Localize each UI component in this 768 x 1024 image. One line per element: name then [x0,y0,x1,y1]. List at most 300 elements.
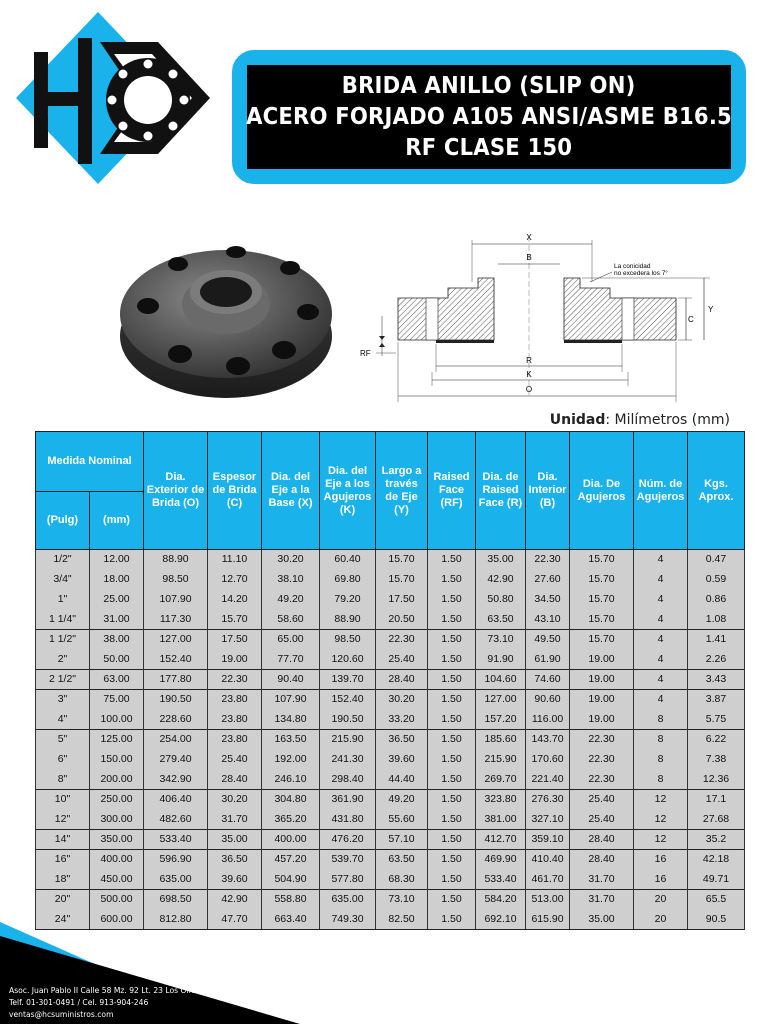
cell-dia-exterior: 88.90 [144,550,208,570]
cell-dia-raised-face: 157.20 [476,710,526,730]
cell-espesor: 23.80 [208,710,262,730]
cell-pulg: 1/2" [36,550,90,570]
cell-dia-agujeros: 15.70 [570,550,634,570]
cell-raised-face: 1.50 [428,570,476,590]
title-banner [232,50,746,184]
cell-mm: 25.00 [90,590,144,610]
header-mm: (mm) [90,492,144,550]
cell-espesor: 15.70 [208,610,262,630]
cell-dia-eje-agujeros: 79.20 [320,590,376,610]
cell-dia-interior: 410.40 [526,850,570,870]
cell-dia-eje-base: 58.60 [262,610,320,630]
cell-num-agujeros: 4 [634,690,688,710]
cell-largo-eje: 55.60 [376,810,428,830]
cell-dia-eje-agujeros: 431.80 [320,810,376,830]
header-pulg: (Pulg) [36,492,90,550]
cell-dia-interior: 276.30 [526,790,570,810]
cell-dia-raised-face: 584.20 [476,890,526,910]
dim-label-y: Y [708,305,714,314]
cell-raised-face: 1.50 [428,830,476,850]
cell-pulg: 6" [36,750,90,770]
cell-dia-exterior: 279.40 [144,750,208,770]
cell-mm: 125.00 [90,730,144,750]
cell-dia-interior: 22.30 [526,550,570,570]
cell-dia-eje-base: 30.20 [262,550,320,570]
cell-pulg: 8" [36,770,90,790]
table-row [36,630,745,650]
header-kgs: Kgs. Aprox. [688,432,745,550]
cell-kgs: 3.43 [688,670,745,690]
cell-dia-interior: 90.60 [526,690,570,710]
cell-num-agujeros: 12 [634,810,688,830]
cell-raised-face: 1.50 [428,870,476,890]
cell-dia-agujeros: 15.70 [570,610,634,630]
cell-dia-exterior: 254.00 [144,730,208,750]
cell-dia-agujeros: 22.30 [570,730,634,750]
cell-kgs: 3.87 [688,690,745,710]
cell-dia-eje-base: 400.00 [262,830,320,850]
cell-raised-face: 1.50 [428,790,476,810]
cell-dia-interior: 74.60 [526,670,570,690]
cell-mm: 63.00 [90,670,144,690]
cell-dia-raised-face: 412.70 [476,830,526,850]
cell-dia-agujeros: 15.70 [570,630,634,650]
cell-dia-eje-base: 65.00 [262,630,320,650]
dim-label-r: R [526,356,532,365]
footer-email: ventas@hcsuministros.com [9,1010,114,1019]
cell-pulg: 1" [36,590,90,610]
cell-mm: 450.00 [90,870,144,890]
table-row [36,550,745,570]
cell-raised-face: 1.50 [428,630,476,650]
table-row [36,870,745,890]
cell-espesor: 23.80 [208,730,262,750]
dim-label-rf: RF [360,349,371,358]
cell-mm: 600.00 [90,910,144,930]
cell-pulg: 2 1/2" [36,670,90,690]
cell-dia-eje-agujeros: 215.90 [320,730,376,750]
cell-pulg: 1 1/2" [36,630,90,650]
cell-dia-eje-base: 192.00 [262,750,320,770]
cell-dia-eje-agujeros: 120.60 [320,650,376,670]
cell-mm: 350.00 [90,830,144,850]
cell-espesor: 12.70 [208,570,262,590]
cell-dia-exterior: 228.60 [144,710,208,730]
cell-dia-eje-agujeros: 60.40 [320,550,376,570]
cell-mm: 300.00 [90,810,144,830]
cell-mm: 12.00 [90,550,144,570]
cell-mm: 38.00 [90,630,144,650]
company-logo [10,8,220,190]
cell-espesor: 14.20 [208,590,262,610]
cell-largo-eje: 15.70 [376,550,428,570]
cell-largo-eje: 63.50 [376,850,428,870]
cell-espesor: 11.10 [208,550,262,570]
cell-num-agujeros: 4 [634,650,688,670]
cell-pulg: 5" [36,730,90,750]
cell-num-agujeros: 4 [634,590,688,610]
cell-dia-agujeros: 25.40 [570,790,634,810]
cell-dia-raised-face: 323.80 [476,790,526,810]
cell-dia-eje-base: 246.10 [262,770,320,790]
cell-dia-eje-base: 504.90 [262,870,320,890]
cell-num-agujeros: 4 [634,670,688,690]
cell-kgs: 0.59 [688,570,745,590]
cell-num-agujeros: 4 [634,550,688,570]
cell-largo-eje: 33.20 [376,710,428,730]
cell-largo-eje: 57.10 [376,830,428,850]
cell-espesor: 30.20 [208,790,262,810]
cell-dia-raised-face: 104.60 [476,670,526,690]
cell-raised-face: 1.50 [428,710,476,730]
cell-dia-interior: 461.70 [526,870,570,890]
table-row [36,690,745,710]
cell-dia-exterior: 152.40 [144,650,208,670]
cell-mm: 200.00 [90,770,144,790]
cell-mm: 250.00 [90,790,144,810]
cell-dia-exterior: 812.80 [144,910,208,930]
cell-dia-eje-base: 107.90 [262,690,320,710]
cell-kgs: 6.22 [688,730,745,750]
cell-num-agujeros: 8 [634,730,688,750]
cell-espesor: 17.50 [208,630,262,650]
cell-espesor: 19.00 [208,650,262,670]
cell-dia-eje-agujeros: 152.40 [320,690,376,710]
cell-raised-face: 1.50 [428,690,476,710]
footer-phone: Telf. 01-301-0491 / Cel. 913-904-246 [9,998,149,1007]
cell-num-agujeros: 16 [634,870,688,890]
title-line-1: BRIDA ANILLO (SLIP ON) [342,72,636,99]
cell-dia-agujeros: 28.40 [570,830,634,850]
cell-espesor: 31.70 [208,810,262,830]
cell-largo-eje: 73.10 [376,890,428,910]
cell-dia-eje-agujeros: 361.90 [320,790,376,810]
table-row [36,570,745,590]
cell-mm: 150.00 [90,750,144,770]
cell-dia-raised-face: 381.00 [476,810,526,830]
cell-largo-eje: 22.30 [376,630,428,650]
cell-dia-interior: 170.60 [526,750,570,770]
cell-dia-eje-base: 663.40 [262,910,320,930]
cell-num-agujeros: 8 [634,770,688,790]
cell-mm: 400.00 [90,850,144,870]
cell-dia-exterior: 635.00 [144,870,208,890]
cell-kgs: 2.26 [688,650,745,670]
cell-dia-raised-face: 50.80 [476,590,526,610]
cell-pulg: 3/4" [36,570,90,590]
cell-dia-agujeros: 31.70 [570,870,634,890]
cell-pulg: 12" [36,810,90,830]
cell-dia-exterior: 117.30 [144,610,208,630]
cell-dia-agujeros: 22.30 [570,770,634,790]
cell-raised-face: 1.50 [428,730,476,750]
cell-pulg: 18" [36,870,90,890]
cell-dia-exterior: 482.60 [144,810,208,830]
dim-label-k: K [526,370,532,379]
cell-dia-interior: 513.00 [526,890,570,910]
cell-largo-eje: 68.30 [376,870,428,890]
cell-kgs: 1.41 [688,630,745,650]
cell-dia-eje-agujeros: 476.20 [320,830,376,850]
footer-contact [9,985,204,1021]
cell-espesor: 22.30 [208,670,262,690]
flange-photo [108,232,348,412]
cell-dia-raised-face: 35.00 [476,550,526,570]
cell-raised-face: 1.50 [428,550,476,570]
cell-num-agujeros: 8 [634,750,688,770]
header-espesor: Espesor de Brida (C) [208,432,262,550]
cell-espesor: 36.50 [208,850,262,870]
cell-dia-raised-face: 91.90 [476,650,526,670]
header-num-agujeros: Núm. de Agujeros [634,432,688,550]
cell-kgs: 35.2 [688,830,745,850]
cell-largo-eje: 17.50 [376,590,428,610]
cell-dia-agujeros: 15.70 [570,590,634,610]
cell-dia-interior: 615.90 [526,910,570,930]
dim-label-b: B [526,253,532,262]
cell-dia-eje-base: 134.80 [262,710,320,730]
header-dia-raised-face: Dia. de Raised Face (R) [476,432,526,550]
cell-largo-eje: 25.40 [376,650,428,670]
table-body [36,550,745,930]
cell-pulg: 3" [36,690,90,710]
cell-dia-agujeros: 22.30 [570,750,634,770]
table-row [36,670,745,690]
cell-num-agujeros: 4 [634,630,688,650]
cell-dia-eje-base: 304.80 [262,790,320,810]
cell-kgs: 0.47 [688,550,745,570]
unit-label-key: Unidad [549,412,606,428]
cell-dia-eje-base: 90.40 [262,670,320,690]
cell-dia-eje-agujeros: 635.00 [320,890,376,910]
cell-raised-face: 1.50 [428,850,476,870]
cell-dia-eje-agujeros: 298.40 [320,770,376,790]
cell-dia-eje-agujeros: 539.70 [320,850,376,870]
cell-dia-exterior: 406.40 [144,790,208,810]
cell-dia-eje-base: 365.20 [262,810,320,830]
cell-num-agujeros: 4 [634,610,688,630]
cell-dia-exterior: 342.90 [144,770,208,790]
cell-largo-eje: 49.20 [376,790,428,810]
header-dia-exterior: Dia. Exterior de Brida (O) [144,432,208,550]
cell-dia-raised-face: 533.40 [476,870,526,890]
cell-dia-agujeros: 15.70 [570,570,634,590]
cell-dia-eje-agujeros: 241.30 [320,750,376,770]
cell-dia-eje-agujeros: 139.70 [320,670,376,690]
header-dia-eje-agujeros: Dia. del Eje a los Agujeros (K) [320,432,376,550]
cell-dia-agujeros: 35.00 [570,910,634,930]
taper-note-line-2: no excedera los 7° [614,270,668,277]
cell-raised-face: 1.50 [428,590,476,610]
cell-kgs: 90.5 [688,910,745,930]
cell-kgs: 7.38 [688,750,745,770]
cell-dia-exterior: 127.00 [144,630,208,650]
header-dia-eje-base: Dia. del Eje a la Base (X) [262,432,320,550]
cell-dia-eje-base: 457.20 [262,850,320,870]
cell-dia-eje-agujeros: 98.50 [320,630,376,650]
cell-dia-interior: 143.70 [526,730,570,750]
cell-raised-face: 1.50 [428,650,476,670]
cell-pulg: 20" [36,890,90,910]
cell-dia-agujeros: 19.00 [570,670,634,690]
cell-dia-exterior: 533.40 [144,830,208,850]
cell-pulg: 24" [36,910,90,930]
footer-address: Asoc. Juan Pablo II Calle 58 Mz. 92 Lt. 23 Los Olivos [9,986,204,995]
cell-dia-interior: 327.10 [526,810,570,830]
cell-kgs: 49.71 [688,870,745,890]
cell-pulg: 2" [36,650,90,670]
cell-pulg: 4" [36,710,90,730]
cell-raised-face: 1.50 [428,670,476,690]
cell-raised-face: 1.50 [428,610,476,630]
cell-dia-eje-base: 77.70 [262,650,320,670]
cell-dia-agujeros: 19.00 [570,650,634,670]
cell-kgs: 17.1 [688,790,745,810]
taper-note-line-1: La conicidad [614,263,651,270]
cell-num-agujeros: 20 [634,910,688,930]
cell-pulg: 16" [36,850,90,870]
cell-largo-eje: 15.70 [376,570,428,590]
cell-dia-interior: 359.10 [526,830,570,850]
cell-espesor: 28.40 [208,770,262,790]
flange-technical-drawing [352,222,732,412]
cell-dia-agujeros: 25.40 [570,810,634,830]
table-row [36,890,745,910]
cell-dia-eje-agujeros: 577.80 [320,870,376,890]
cell-largo-eje: 36.50 [376,730,428,750]
cell-dia-raised-face: 127.00 [476,690,526,710]
table-row [36,590,745,610]
cell-dia-agujeros: 19.00 [570,690,634,710]
cell-dia-interior: 116.00 [526,710,570,730]
cell-dia-exterior: 596.90 [144,850,208,870]
cell-num-agujeros: 16 [634,850,688,870]
cell-kgs: 1.08 [688,610,745,630]
cell-largo-eje: 20.50 [376,610,428,630]
cell-espesor: 23.80 [208,690,262,710]
cell-espesor: 25.40 [208,750,262,770]
cell-espesor: 35.00 [208,830,262,850]
cell-dia-agujeros: 31.70 [570,890,634,910]
cell-dia-eje-agujeros: 190.50 [320,710,376,730]
header-largo-eje: Largo a través de Eje (Y) [376,432,428,550]
cell-dia-exterior: 98.50 [144,570,208,590]
cell-dia-raised-face: 185.60 [476,730,526,750]
cell-dia-interior: 221.40 [526,770,570,790]
dim-label-c: C [688,315,694,324]
cell-pulg: 14" [36,830,90,850]
cell-mm: 100.00 [90,710,144,730]
cell-dia-interior: 49.50 [526,630,570,650]
cell-dia-exterior: 177.80 [144,670,208,690]
cell-dia-exterior: 190.50 [144,690,208,710]
unit-label-value: : Milímetros (mm) [605,412,730,428]
cell-num-agujeros: 4 [634,570,688,590]
cell-raised-face: 1.50 [428,910,476,930]
dim-label-x: X [526,233,532,242]
cell-largo-eje: 44.40 [376,770,428,790]
cell-dia-eje-agujeros: 88.90 [320,610,376,630]
cell-espesor: 39.60 [208,870,262,890]
cell-kgs: 42.18 [688,850,745,870]
cell-espesor: 47.70 [208,910,262,930]
cell-dia-interior: 27.60 [526,570,570,590]
table-row [36,710,745,730]
cell-raised-face: 1.50 [428,750,476,770]
table-row [36,650,745,670]
cell-mm: 18.00 [90,570,144,590]
cell-dia-eje-base: 558.80 [262,890,320,910]
cell-dia-raised-face: 42.90 [476,570,526,590]
table-row [36,730,745,750]
dim-label-o: O [525,385,533,394]
table-row [36,770,745,790]
cell-num-agujeros: 20 [634,890,688,910]
cell-dia-interior: 61.90 [526,650,570,670]
cell-dia-eje-base: 38.10 [262,570,320,590]
unit-label [550,412,730,428]
cell-dia-raised-face: 469.90 [476,850,526,870]
title-line-2: ACERO FORJADO A105 ANSI/ASME B16.5 [246,103,732,130]
cell-pulg: 10" [36,790,90,810]
cell-dia-exterior: 698.50 [144,890,208,910]
cell-num-agujeros: 12 [634,830,688,850]
header-medida-nominal: Medida Nominal [36,432,144,492]
table-row [36,810,745,830]
cell-raised-face: 1.50 [428,890,476,910]
cell-dia-raised-face: 269.70 [476,770,526,790]
cell-dia-interior: 34.50 [526,590,570,610]
cell-dia-raised-face: 63.50 [476,610,526,630]
header-raised-face: Raised Face (RF) [428,432,476,550]
table-row [36,790,745,810]
cell-dia-eje-agujeros: 749.30 [320,910,376,930]
dimensions-table [35,431,745,930]
table-row [36,750,745,770]
cell-dia-raised-face: 215.90 [476,750,526,770]
cell-dia-exterior: 107.90 [144,590,208,610]
header-dia-agujeros: Dia. De Agujeros [570,432,634,550]
cell-kgs: 5.75 [688,710,745,730]
cell-dia-raised-face: 692.10 [476,910,526,930]
cell-pulg: 1 1/4" [36,610,90,630]
cell-largo-eje: 39.60 [376,750,428,770]
cell-dia-eje-base: 163.50 [262,730,320,750]
cell-kgs: 27.68 [688,810,745,830]
cell-num-agujeros: 8 [634,710,688,730]
cell-kgs: 12.36 [688,770,745,790]
header-dia-interior: Dia. Interior (B) [526,432,570,550]
cell-kgs: 65.5 [688,890,745,910]
cell-num-agujeros: 12 [634,790,688,810]
table-row [36,850,745,870]
cell-dia-raised-face: 73.10 [476,630,526,650]
cell-mm: 50.00 [90,650,144,670]
cell-mm: 31.00 [90,610,144,630]
cell-kgs: 0.86 [688,590,745,610]
cell-raised-face: 1.50 [428,810,476,830]
cell-largo-eje: 28.40 [376,670,428,690]
cell-mm: 500.00 [90,890,144,910]
title-line-3: RF CLASE 150 [405,134,573,161]
cell-dia-agujeros: 28.40 [570,850,634,870]
cell-dia-agujeros: 19.00 [570,710,634,730]
cell-dia-interior: 43.10 [526,610,570,630]
table-row [36,830,745,850]
cell-largo-eje: 82.50 [376,910,428,930]
cell-dia-eje-agujeros: 69.80 [320,570,376,590]
cell-raised-face: 1.50 [428,770,476,790]
